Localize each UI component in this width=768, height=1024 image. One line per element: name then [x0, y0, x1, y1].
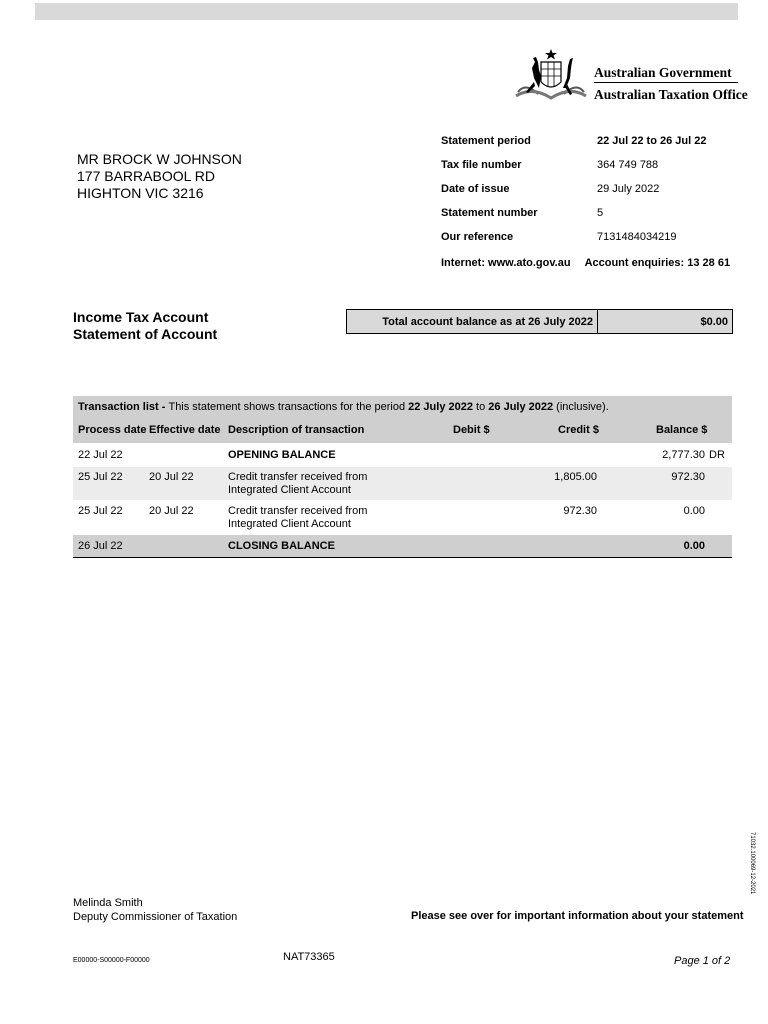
ato-logo — [512, 48, 748, 108]
detail-label: Date of issue — [441, 183, 510, 195]
col-description: Description of transaction — [228, 424, 365, 436]
contact-info — [441, 257, 730, 269]
process-date: 26 Jul 22 — [78, 540, 123, 552]
balance: 972.30 — [671, 471, 705, 483]
col-debit: Debit $ — [453, 424, 490, 436]
transaction-intro: Transaction list - This statement shows transactions for the period 22 July 2022 to 26 July 2022 (inclusive). — [78, 401, 609, 413]
col-credit: Credit $ — [558, 424, 599, 436]
effective-date: 20 Jul 22 — [149, 505, 194, 517]
description: Credit transfer received from — [228, 505, 368, 517]
account-title — [73, 309, 217, 343]
detail-value: 5 — [597, 207, 604, 219]
credit: 1,805.00 — [554, 471, 597, 483]
effective-date: 20 Jul 22 — [149, 471, 194, 483]
mailing-address — [77, 151, 242, 202]
agency-name: Australian Taxation Office — [594, 87, 748, 102]
address-locality: HIGHTON VIC 3216 — [77, 185, 204, 201]
detail-value: 364 749 788 — [597, 159, 659, 171]
address-name: MR BROCK W JOHNSON — [77, 151, 242, 167]
table-row — [73, 500, 732, 534]
detail-label: Our reference — [441, 231, 514, 243]
detail-value: 29 July 2022 — [597, 183, 660, 195]
balance: 2,777.30 — [662, 449, 705, 461]
process-date: 25 Jul 22 — [78, 505, 123, 517]
description: OPENING BALANCE — [228, 449, 336, 461]
address-street: 177 BARRABOOL RD — [77, 168, 215, 184]
total-balance-box — [346, 309, 733, 334]
total-balance-label: Total account balance as at 26 July 2022 — [347, 310, 598, 333]
table-row — [73, 466, 732, 500]
document-codes: E00000-S00000-F00000 — [73, 957, 150, 964]
internet-link[interactable]: Internet: www.ato.gov.au — [441, 257, 571, 269]
total-balance-value: $0.00 — [700, 315, 728, 328]
account-type: Income Tax Account — [73, 309, 209, 325]
description: CLOSING BALANCE — [228, 540, 335, 552]
top-grey-bar — [35, 3, 738, 20]
col-balance: Balance $ — [656, 424, 708, 436]
enquiries-phone: Account enquiries: 13 28 61 — [584, 257, 731, 269]
description-line2: Integrated Client Account — [228, 518, 351, 530]
coat-of-arms-icon — [512, 48, 590, 104]
page-number: Page 1 of 2 — [674, 955, 731, 967]
logo-divider — [594, 82, 738, 83]
detail-value: 7131484034219 — [597, 231, 677, 243]
detail-label: Statement period — [441, 135, 531, 147]
detail-value: 22 Jul 22 to 26 Jul 22 — [597, 135, 707, 147]
table-header — [73, 396, 732, 443]
signer-name: Melinda Smith — [73, 897, 143, 909]
col-process-date: Process date — [78, 424, 147, 436]
table-row — [73, 443, 732, 466]
vertical-form-code: 71032.100069-12-2021 — [749, 832, 755, 895]
detail-label: Statement number — [441, 207, 538, 219]
table-row — [73, 534, 732, 558]
transaction-table — [73, 396, 732, 558]
description-line2: Integrated Client Account — [228, 484, 351, 496]
process-date: 22 Jul 22 — [78, 449, 123, 461]
debit-flag: DR — [709, 449, 725, 461]
col-effective-date: Effective date — [149, 424, 221, 436]
credit: 972.30 — [563, 505, 597, 517]
process-date: 25 Jul 22 — [78, 471, 123, 483]
description: Credit transfer received from — [228, 471, 368, 483]
balance: 0.00 — [683, 540, 705, 552]
signer-title: Deputy Commissioner of Taxation — [73, 911, 238, 923]
nat-number: NAT73365 — [283, 951, 335, 963]
see-over-note: Please see over for important information about your statement — [411, 910, 744, 922]
signatory — [73, 896, 237, 924]
balance: 0.00 — [683, 505, 705, 517]
gov-name: Australian Government — [594, 65, 732, 80]
detail-label: Tax file number — [441, 159, 522, 171]
statement-type: Statement of Account — [73, 326, 218, 342]
